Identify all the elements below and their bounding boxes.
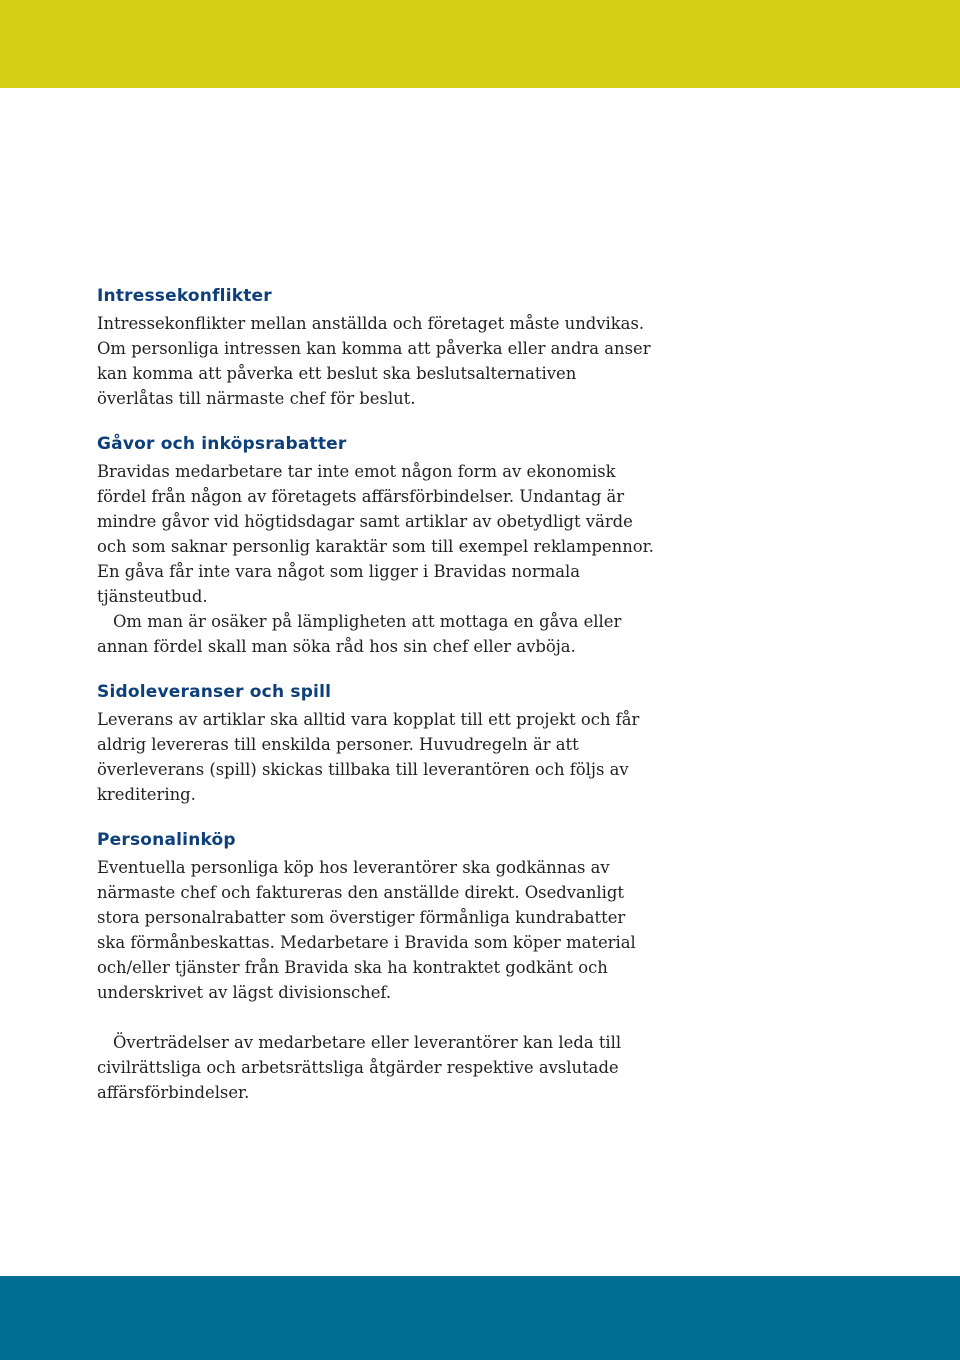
document-body: [97, 284, 657, 1105]
section-intressekonflikter: [97, 284, 657, 411]
section-sidoleveranser-och-spill: [97, 680, 657, 807]
section-paragraph: Intressekonflikter mellan anställda och företaget måste undvikas. Om personliga intressen kan komma att påverka eller andra anser kan komma att påverka ett beslut ska beslutsalternativen överlåtas till närmaste chef för beslut.: [97, 314, 651, 408]
section-paragraph: Bravidas medarbetare tar inte emot någon form av ekonomisk fördel från någon av företagets affärsförbindelser. Undantag är mindre gåvor vid högtidsdagar samt artiklar av obetydligt värde och som saknar personlig karaktär som till exempel reklampennor. En gåva får inte vara något som ligger i Bravidas normala tjänsteutbud.: [97, 462, 654, 606]
section-personalinkop: [97, 828, 657, 1005]
section-heading: Intressekonflikter: [97, 286, 272, 306]
closing-paragraph: Överträdelser av medarbetare eller leverantörer kan leda till civilrättsliga och arbetsrättsliga åtgärder respektive avslutade affärsförbindelser.: [97, 1033, 622, 1102]
section-heading: Sidoleveranser och spill: [97, 682, 332, 702]
section-paragraph: Om man är osäker på lämpligheten att mottaga en gåva eller annan fördel skall man söka råd hos sin chef eller avböja.: [97, 612, 622, 656]
section-heading: Personalinköp: [97, 830, 236, 850]
section-heading: Gåvor och inköpsrabatter: [97, 434, 347, 454]
top-color-band: [0, 0, 960, 88]
bottom-color-band: [0, 1276, 960, 1360]
section-paragraph: Leverans av artiklar ska alltid vara kopplat till ett projekt och får aldrig levereras till enskilda personer. Huvudregeln är att överleverans (spill) skickas tillbaka till leverantören och följs av kreditering.: [97, 710, 640, 804]
section-paragraph: Eventuella personliga köp hos leverantörer ska godkännas av närmaste chef och faktureras den anställde direkt. Osedvanligt stora personalrabatter som överstiger förmånliga kundrabatter ska förmånbeskattas. Medarbetare i Bravida som köper material och/eller tjänster från Bravida ska ha kontraktet godkänt och underskrivet av lägst divisionschef.: [97, 858, 636, 1002]
section-gavor-och-inkopsrabatter: [97, 432, 657, 659]
